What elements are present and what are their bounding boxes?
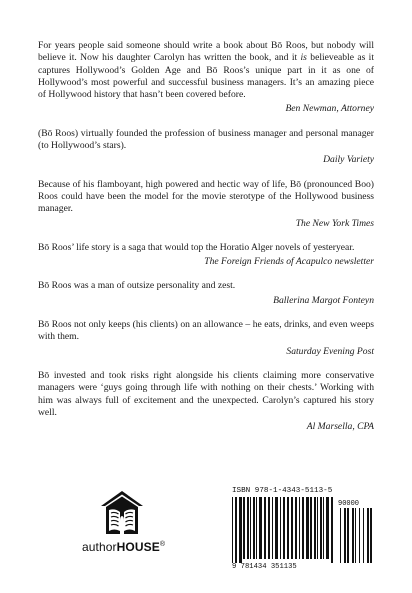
barcode-bar	[264, 497, 266, 559]
barcode-bars	[230, 497, 376, 563]
blurb-attribution: Al Marsella, CPA	[306, 421, 374, 433]
blurb-quote: Bō invested and took risks right alongside his clients claiming more conservative managers were ‘guys going through life with nothing on their chests.’ Working with him was always full of excitement and the unexpected. Carolyn’s captured his story well.	[38, 369, 374, 418]
barcode-bar	[314, 497, 316, 559]
barcode-bar	[291, 497, 293, 559]
barcode-bar	[250, 497, 251, 559]
barcode-bar	[326, 497, 329, 559]
blurb-2	[38, 128, 374, 167]
barcode-bar	[275, 497, 278, 559]
registered-mark: ®	[159, 541, 166, 548]
barcode-addon-bar	[363, 508, 364, 563]
blurb-6	[38, 319, 374, 358]
barcode-bar	[247, 497, 249, 559]
blurb-quote	[38, 40, 374, 101]
back-cover-text	[38, 40, 374, 445]
barcode-addon-bar	[355, 508, 356, 563]
barcode-addon-bar	[370, 508, 372, 563]
blurb-5	[38, 280, 374, 307]
barcode-bar	[259, 497, 262, 559]
barcode-bar	[272, 497, 273, 559]
quote-text: For years people said someone should write a book about Bō Roos, but nobody will believe it. Now his daughter Carolyn has written the book, and it	[38, 40, 374, 64]
quote-text: believeable as it captures Hollywood’s Golden Age and Bō Roos’s unique part in it as one of Hollywood’s most powerful and successful business managers. It’s an amazing piece of Hollywood history that hasn’t been covered before.	[38, 52, 374, 101]
blurb-quote: Because of his flamboyant, high powered and hectic way of life, Bō (pronounced Boo) Roos could have been the model for the movie sterotype of the Hollywood business manager.	[38, 178, 374, 215]
blurb-quote: (Bō Roos) virtually founded the profession of business manager and personal manager (to Hollywood’s stars).	[38, 127, 374, 152]
blurb-attribution: The Foreign Friends of Acapulco newsletter	[204, 256, 374, 268]
barcode-addon-bar	[344, 508, 346, 563]
isbn-barcode	[230, 487, 376, 573]
barcode-bar	[280, 497, 281, 559]
barcode-addon-bar	[352, 508, 354, 563]
blurb-7	[38, 370, 374, 433]
barcode-bar	[323, 497, 324, 559]
barcode-bar	[287, 497, 289, 559]
isbn-label: ISBN 978-1-4343-5113-5	[232, 487, 333, 495]
barcode-bar	[299, 497, 300, 559]
barcode-bar	[317, 497, 318, 559]
publisher-logo	[82, 490, 178, 560]
barcode-bar	[243, 497, 245, 559]
barcode-bar	[268, 497, 270, 559]
publisher-name-suffix: HOUSE	[116, 540, 160, 554]
barcode-bar	[253, 497, 255, 559]
barcode-bar	[239, 497, 242, 563]
barcode-bar	[256, 497, 257, 559]
barcode-addon-bar	[367, 508, 369, 563]
blurb-attribution: Ben Newman, Attorney	[285, 103, 374, 115]
blurb-attribution: Saturday Evening Post	[286, 345, 374, 357]
blurb-attribution: The New York Times	[295, 217, 374, 229]
blurb-attribution: Daily Variety	[323, 154, 374, 166]
barcode-bar	[302, 497, 304, 559]
barcode-bar	[295, 497, 297, 559]
blurb-quote: Bō Roos was a man of outsize personality and zest.	[38, 280, 236, 292]
barcode-addon-bar	[359, 508, 360, 563]
barcode-bar	[232, 497, 233, 563]
publisher-name	[82, 540, 182, 554]
barcode-bar	[331, 497, 333, 563]
barcode-bar	[310, 497, 312, 559]
book-house-icon	[100, 490, 144, 536]
blurb-4	[38, 242, 374, 269]
barcode-addon-bar	[347, 508, 349, 563]
blurb-1	[38, 40, 374, 116]
barcode-bar	[283, 497, 285, 559]
publisher-name-prefix: author	[82, 540, 117, 554]
blurb-attribution: Ballerina Margot Fonteyn	[273, 294, 374, 306]
barcode-digits: 9 781434 351135	[232, 563, 297, 571]
quote-emphasis: is	[300, 52, 307, 64]
blurb-quote: Bō Roos’ life story is a saga that would top the Horatio Alger novels of yesteryear.	[38, 241, 355, 253]
price-code: 90000	[338, 500, 360, 508]
barcode-bar	[306, 497, 309, 559]
blurb-3	[38, 179, 374, 230]
barcode-addon-bar	[340, 508, 341, 563]
blurb-quote: Bō Roos not only keeps (his clients) on an allowance – he eats, drinks, and even weeps with them.	[38, 319, 374, 343]
barcode-bar	[235, 497, 237, 563]
barcode-bar	[320, 497, 322, 559]
